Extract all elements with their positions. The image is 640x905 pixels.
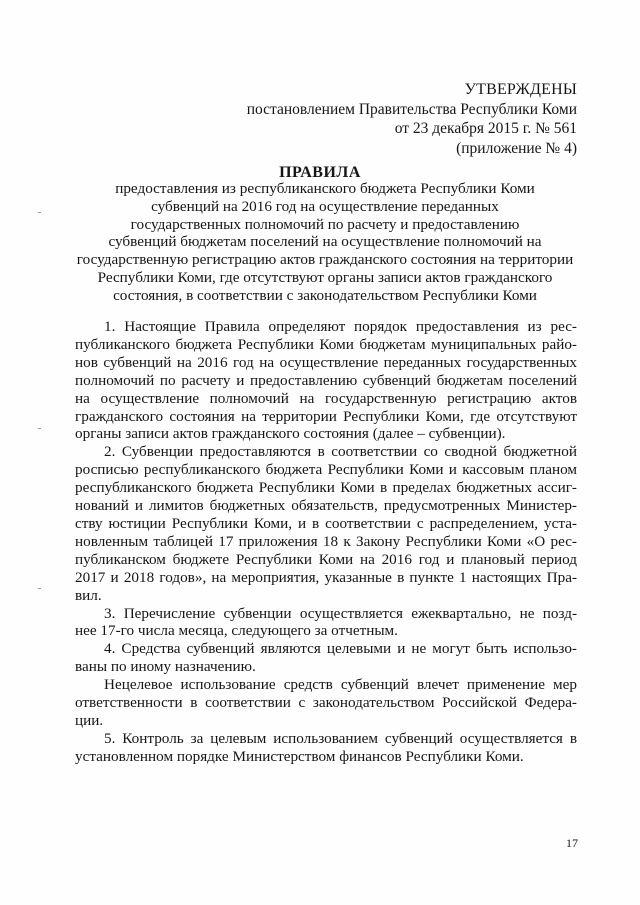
approval-date: от 23 декабря 2015 г. № 561 [394, 120, 577, 137]
subtitle-line: состояния, в соответствии с законодательством Республики Коми [113, 286, 537, 304]
body-line: 2017 и 2018 годов», на мероприятия, указанные в пункте 1 настоящих Пра- [75, 568, 577, 586]
body-line: ции. [75, 711, 104, 729]
body-line: ответственности в соответствии с законодательством Российской Федера- [75, 694, 577, 712]
body-line: вил. [75, 586, 102, 604]
subtitle-line: государственных полномочий по расчету и предоставлению [130, 215, 520, 233]
body-line: установленном порядке Министерством финансов Республики Коми. [75, 747, 524, 765]
body-line: нее 17-го числа месяца, следующего за отчетным. [75, 622, 398, 640]
body-line: 1. Настоящие Правила определяют порядок предоставления из рес- [104, 318, 577, 335]
body-line: органы записи актов гражданского состояния (далее – субвенции). [75, 425, 506, 443]
document-title: ПРАВИЛА [279, 164, 361, 181]
body-line: 3. Перечисление субвенции осуществляется ежеквартально, не позд- [104, 604, 577, 622]
body-line: росписью республиканского бюджета Республики Коми и кассовым планом [75, 461, 577, 479]
approval-appendix: (приложение № 4) [456, 139, 577, 157]
body-line: ству юстиции Республики Коми, и в соответствии с распределением, уста- [75, 514, 577, 532]
body-line: публиканском бюджете Республики Коми на 2016 год и плановый период [75, 550, 577, 568]
body-line: гражданского состояния на территории Республики Коми, где отсутствуют [75, 407, 577, 425]
body-line: на осуществление полномочий на государственную регистрацию актов [75, 389, 577, 407]
body-line: 2. Субвенции предоставляются в соответствии со сводной бюджетной [104, 443, 577, 461]
body-line: публиканского бюджета Республики Коми бюджетам муниципальных райо- [75, 335, 577, 353]
body-line: 4. Средства субвенций являются целевыми и не могут быть использо- [104, 640, 577, 658]
approval-block [247, 80, 577, 158]
body-line: новленным таблицей 17 приложения 18 к Закону Республики Коми «О рес- [75, 532, 577, 550]
body-line: полномочий по расчету и предоставлению субвенций бюджетам поселений [75, 371, 577, 389]
subtitle-line: Республики Коми, где отсутствуют органы записи актов гражданского [97, 268, 553, 286]
document-subtitle [55, 180, 595, 305]
approval-resolution: постановлением Правительства Республики Коми [246, 100, 577, 118]
scan-mark [38, 212, 41, 213]
scan-mark [38, 588, 41, 589]
body-line: Нецелевое использование средств субвенций влечет применение мер [104, 676, 577, 694]
body-line: республиканского бюджета Республики Коми в пределах бюджетных ассиг- [75, 479, 577, 497]
body-line: нований и лимитов бюджетных обязательств, предусмотренных Министер- [75, 497, 577, 515]
scan-mark [38, 428, 41, 429]
body-line: 5. Контроль за целевым использованием субвенций осуществляется в [104, 729, 577, 747]
subtitle-line: субвенций бюджетам поселений на осуществление полномочий на [108, 233, 542, 251]
body-line: нов субвенций на 2016 год на осуществление переданных государственных [75, 353, 577, 371]
subtitle-line: предоставления из республиканского бюджета Республики Коми [115, 180, 535, 197]
body-line: ваны по иному назначению. [75, 658, 256, 676]
approval-heading: УТВЕРЖДЕНЫ [464, 81, 577, 98]
page-number: 17 [566, 836, 578, 850]
subtitle-line: государственную регистрацию актов гражданского состояния на территории [76, 251, 574, 269]
subtitle-line: субвенций на 2016 год на осуществление переданных [151, 197, 499, 215]
document-body [75, 318, 577, 766]
